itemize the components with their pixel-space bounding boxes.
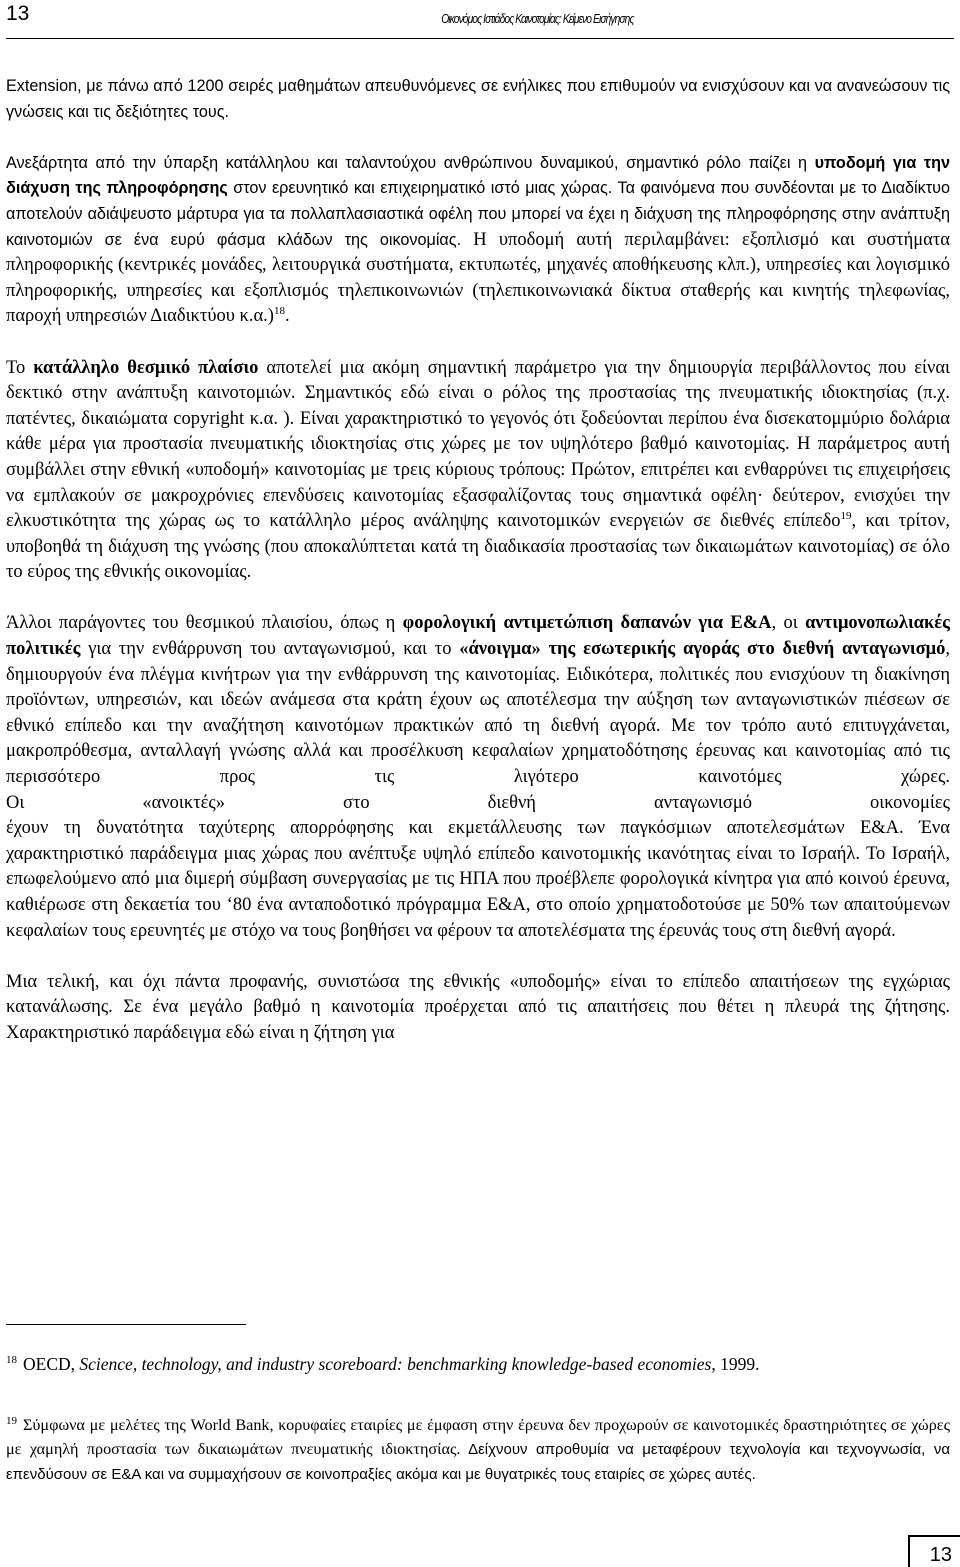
footnote-ref[interactable]: 19 — [840, 509, 852, 522]
footnote-rule — [6, 1324, 246, 1325]
footnote-mark: 19 — [6, 1414, 17, 1427]
running-header: Οικονόμος Ιστιάδος Καινοτομίας: Κείμενο Εισήγησης — [441, 12, 634, 26]
paragraph-text: , οι — [771, 613, 806, 634]
bold-term: φορολογική αντιμετώπιση δαπανών για Ε&Α — [402, 613, 772, 634]
footnote-19 — [6, 1413, 950, 1487]
header-rule — [6, 38, 954, 39]
paragraph-text: Άλλοι παράγοντες του θεσμικού πλαισίου, όπως η — [6, 613, 403, 634]
paragraph-text: Ανεξάρτητα από την ύπαρξη κατάλληλου και ταλαντούχου ανθρώπινου δυναμικού, σημαντικό ρόλο παίζει η — [6, 153, 815, 172]
bold-term: αντιμονοπωλιακές πολιτικές — [6, 613, 950, 660]
paragraph-demand: Μια τελική, και όχι πάντα προφανής, συνιστώσα της εθνικής «υποδομής» είναι το επίπεδο απαιτήσεων της εγχώριας κατανάλωσης. Σε ένα μεγάλο βαθμό η καινοτομία προέρχεται από τις απαιτήσεις που θέτει η πλευρά της ζήτησης. Χαρακτηριστικό παράδειγμα εδώ είναι η ζήτηση για — [6, 971, 950, 1043]
paragraph-infrastructure — [6, 151, 950, 330]
paragraph-israel: έχουν τη δυνατότητα ταχύτερης απορρόφησης και εκμετάλλευσης των παγκόσμιων αποτελεσμάτων Ε&Α. Ένα χαρακτηριστικό παράδειγμα μιας χώρας που ανέπτυξε υψηλό επίπεδο καινοτομικής ικανότητας είναι το Ισραήλ. Το Ισραήλ, επωφελούμενο από μια διμερή σύμβαση συνεργασίας με τις ΗΠΑ που προέβλεπε φορολογικά κίνητρα για από κοινού έρευνα, καθιέρωσε στη δεκαετία του ‘80 ένα ανταποδοτικό πρόγραμμα Ε&Α, στο οποίο χρηματοδοτούσε με 50% των απαιτούμενων κεφαλαίων τους ερευνητές με στόχο να τους βοηθήσει να φέρουν τα αποτελέσματα της έρευνάς τους στη διεθνή αγορά. — [6, 818, 950, 941]
paragraph-open-economies-line: Οι «ανοικτές» στο διεθνή ανταγωνισμό οικονομίες — [6, 792, 950, 813]
paragraph-text: , και τρίτον, υποβοηθά τη διάχυση της γνώσης (που αποκαλύπτεται κατά τη διαδικασία προστασίας των δικαιωμάτων καινοτομίας) σε όλο το εύρος της εθνικής οικονομίας. — [6, 511, 950, 583]
paragraph-institutional-framework — [6, 356, 950, 586]
paragraph-text: Η υποδομή αυτή περιλαμβάνει: εξοπλισμό και συστήματα πληροφορικής (κεντρικές μονάδες, λειτουργικά συστήματα, εκτυπωτές, μηχανές αποθήκευσης κλπ.), υπηρεσίες και λογισμικό πληροφορικής, υπηρεσίες και εξοπλισμός τηλεπικοινωνιών (τηλεπικοινωνιακά δίκτυα σταθερής και κινητής τηλεφωνίας, παροχή υπηρεσιών Διαδικτύου κ.α.) — [6, 229, 950, 327]
bold-term: κατάλληλο θεσμικό πλαίσιο — [33, 357, 259, 378]
footnote-text: Σύμφωνα με μελέτες της World Bank, κορυφαίες εταιρίες με έμφαση στην έρευνα δεν προχωρούν σε καινοτομικές δραστηριότητες σε χώρες με χαμηλή προστασία των δικαιωμάτων πνευματικής ιδιοκτησίας. — [6, 1416, 950, 1458]
paragraph-extension: Extension, με πάνω από 1200 σειρές μαθημάτων απευθυνόμενες σε ενήλικες που επιθυμούν να ενισχύσουν και να ανανεώσουν τις γνώσεις και τις δεξιότητες τους. — [6, 77, 950, 121]
bold-term: υποδομή για την διάχυση της πληροφόρησης — [6, 153, 950, 198]
page-number-bottom: 13 — [929, 1544, 952, 1566]
document-body — [6, 74, 950, 1072]
footnote-ref[interactable]: 18 — [273, 305, 285, 318]
paragraph-other-factors — [6, 611, 950, 790]
paragraph-text: . — [284, 306, 290, 327]
paragraph-text: στον ερευνητικό και επιχειρηματικό ιστό μιας χώρας. Τα φαινόμενα που συνδέονται με το Διαδίκτυο αποτελούν αδιάψευστο μάρτυρα για τα πολλαπλασιαστικά οφέλη που μπορεί να έχει η διάχυση της πληροφόρησης στην ανάπτυξη καινοτομιών σε ένα ευρύ φάσμα κλάδων της οικονομίας. — [6, 179, 950, 249]
footnote-mark: 18 — [6, 1354, 17, 1367]
footnote-title: Science, technology, and industry scoreboard: benchmarking knowledge-based economies — [79, 1354, 712, 1374]
footnote-text: Δείχνουν απροθυμία να μεταφέρουν τεχνολογία και τεχνογνωσία, να επενδύσουν σε Ε&Α και να συμμαχήσουν σε κοινοπραξίες ακόμα και με θυγατρικές τους εταιρίες σε χώρες αυτές. — [6, 1441, 951, 1483]
footnote-text: , 1999. — [711, 1354, 760, 1374]
paragraph-text: , δημιουργούν ένα πλέγμα κινήτρων για την ενθάρρυνση της καινοτομίας. Ειδικότερα, πολιτικές που ενισχύουν τη διακίνηση προϊόντων, υπηρεσιών, και ιδεών ανάμεσα στα κράτη έχουν ως αποτέλεσμα την αύξηση των ανταγωνιστικών πιέσεων σε εθνικό επίπεδο και την αναζήτηση καινοτόμων πρακτικών από τη διεθνή αγορά. Με τον τρόπο αυτό επιτυγχάνεται, μακροπρόθεσμα, ανταλλαγή γνώσης αλλά και προσέλκυση κεφαλαίων χρηματοδότησης έρευνας και καινοτομίας από τις περισσότερο προς τις λιγότερο καινοτόμες χώρες. — [6, 639, 950, 788]
footnote-text: OECD, — [23, 1354, 80, 1374]
page-number-top: 13 — [6, 2, 30, 25]
bold-term: «άνοιγμα» της εσωτερικής αγοράς στο διεθνή ανταγωνισμό — [459, 639, 946, 660]
footnote-18 — [6, 1352, 950, 1376]
paragraph-text: αποτελεί μια ακόμη σημαντική παράμετρο για την δημιουργία περιβάλλοντος που είναι δεκτικό στην ανάπτυξη καινοτομιών. Σημαντικός εδώ είναι ο ρόλος της προστασίας της πνευματικής ιδιοκτησίας (π.χ. πατέντες, δικαιώματα copyright κ.α. ). Είναι χαρακτηριστικό το γεγονός ότι ξοδεύονται περίπου ένα δισεκατομμύριο δολάρια κάθε μέρα για προστασία πνευματικής ιδιοκτησίας στις χώρες με τον υψηλότερο βαθμό καινοτομίας. Η παράμετρος αυτή συμβάλλει στην εθνική «υποδομή» καινοτομίας με τρεις κύριους τρόπους: Πρώτον, επιτρέπει και ενθαρρύνει τις επιχειρήσεις να εμπλακούν σε μακροχρόνιες επενδύσεις καινοτομίας εξασφαλίζοντας τους σημαντικά οφέλη· δεύτερον, ενισχύει την ελκυστικότητα της χώρας ως το κατάλληλο μέρος ανάληψης καινοτομικών ενεργειών σε διεθνές επίπεδο — [6, 357, 950, 532]
paragraph-text: Το — [6, 357, 34, 378]
paragraph-text: για την ενθάρρυνση του ανταγωνισμού, και το — [80, 639, 460, 660]
